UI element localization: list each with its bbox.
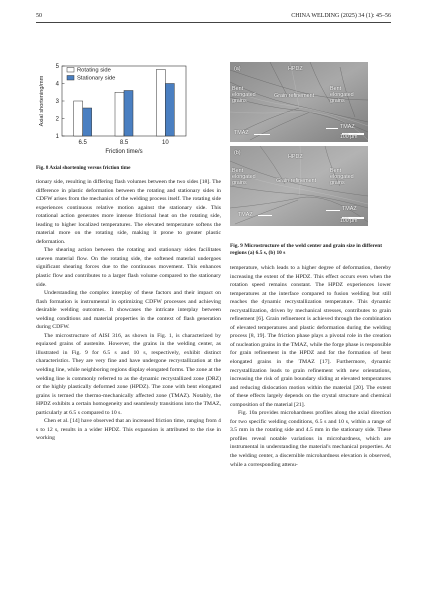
bent-grains-left-a: Bent elongated grains [232,86,256,104]
arrow-left-a [254,134,270,135]
hpdz-label-b: HPDZ [288,154,303,160]
figure-9-caption: Fig. 9 Microstructure of the weld center and grain size in different regions (a) 6.5 s, (b) 10 s [230,243,383,257]
x-tick-label: 8.5 [119,140,129,146]
figure-9 [230,62,368,232]
paragraph: Fig. 10a provides microhardness profiles along the axial direction for two specific welding conditions, 6.5 s and 10 s, within a range of 3.5 mm in the rotating side and 4.5 mm in the stationary side. These profiles reveal notable variations in microhardness, which are instrumental in understanding the material's mechanical properties. At the welding center, a discernible microhardness elevation is observed, while a corresponding attenu- [230,410,391,468]
x-tick-label: 6.5 [78,140,87,146]
arrow-left-b [258,215,272,216]
figure-8-caption: Fig. 8 Axial shortening versus friction time [36,165,131,171]
page-number: 50 [36,13,42,19]
y-tick-label: 2 [55,116,59,123]
paragraph: The shearing action between the rotating and stationary sides facilitates uneven material flow. On the rotating side, the softened material undergoes significant shearing forces due to the continuous movement. This enhances plastic flow and contributes to a larger flash volume compared to the stationary side. [36,247,221,288]
bent-grains-right-a: Bent elongated grains [330,86,354,104]
journal-header: CHINA WELDING (2025) 34 (1): 45–56 [291,13,391,19]
left-text-column [36,178,221,443]
grain-refinement-a: Grain refinement [274,93,315,99]
panel-b-label: (b) [234,150,241,156]
bent-grains-right-b: Bent elongated grains [330,168,354,186]
tmaz-left-a: TMAZ [234,130,249,136]
y-tick-label: 1 [55,134,59,140]
header-rule [36,22,391,23]
grain-refinement-b: Grain refinement [276,178,317,184]
bar-rotating [74,101,83,136]
paragraph: temperature, which leads to a higher degree of deformation, thereby increasing the extent of the HPDZ. This effect occurs even when the rotation speed remains constant. The HPDZ experiences lower temperatures at the interface compared to fusion welding but still reaches the dynamic recrystallization temperature. This dynamic recrystallization, driven by mechanical stresses, contributes to grain refinement [6]. Grain refinement is achieved through the combination of elevated temperatures and plastic deformation during the welding process [8, 19]. The friction phase plays a pivotal role in the creation of nucleation grains in the TMAZ, while the forge phase is responsible for grain refinement in the HPDZ and for the formation of bent elongated grains in the TMAZ [17]. Furthermore, dynamic recrystallization leads to grain refinement with new orientations, increasing the risk of grain boundary sliding at elevated temperatures and reducing dislocation motion within the material [20]. The extent of these effects largely depends on the crystal structure and chemical composition of the material [21]. [230,265,391,408]
paragraph: Chen et al. [14] have observed that an increased friction time, ranging from 4 s to 12 s, results in a wider HPDZ. This expansion is attributed to the rise in working [36,418,221,442]
panel-a-label: (a) [234,66,241,72]
paragraph: tionary side, resulting in differing flash volumes between the two sides [18]. The difference in plastic deformation between the rotating and stationary sides in CDFW arises from the mechanics of the welding process itself. The rotating side experiences continuous relative motion against the stationary side. This rotational action generates more intense frictional heat on the rotating side, leading to higher localized temperatures. The elevated temperature softens the material more on the rotating side, making it prone to greater plastic deformation. [36,179,221,245]
micrograph-panel-a [230,62,368,142]
bar-stationary [124,91,133,137]
paragraph: The microstructure of AISI 316, as shown in Fig. 1, is characterized by equiaxed grains of austenite. However, the grains in the welding center, as illustrated in Fig. 9 for 6.5 s and 10 s, respectively, exhibit distinct characteristics. They are very fine and have undergone recrystallization at the welding line, while neighboring regions display elongated forms. The zone at the welding line is commonly referred to as the dynamic recrystallized zone (DRZ) or the highly plastically deformed zone (HPDZ). The zone with bent elongated grains is termed the thermo-mechanically affected zone (TMAZ). Notably, the HPDZ exhibits a certain homogeneity and seamlessly transitions into the TMAZ, particularly at 6.5 s compared to 10 s. [36,332,221,416]
bar-stationary [165,84,174,137]
y-tick-label: 5 [55,64,59,70]
legend-swatch [67,68,74,73]
scale-label-a: 100 μm [340,134,358,140]
y-axis-label: Axial shortening/mm [39,75,45,127]
x-tick-label: 10 [161,140,169,146]
x-axis-label: Friction time/s [105,149,143,155]
tmaz-right-b: TMAZ [342,206,357,212]
legend-label: Rotating side [77,67,111,74]
bar-rotating [115,92,124,136]
paragraph: Understanding the complex interplay of these factors and their impact on flash formation is instrumental in optimizing CDFW processes and achieving desirable welding outcomes. It showcases the intricate interplay between welding conditions and material properties in the context of flash generation during CDFW. [36,290,221,331]
y-tick-label: 4 [55,81,59,88]
arrow-right-b [326,210,340,211]
bar-rotating [156,70,165,137]
right-text-column [230,264,391,469]
legend-label: Stationary side [77,75,116,82]
bent-grains-left-b: Bent elongated grains [232,168,256,186]
legend-swatch [67,76,74,81]
bar-stationary [83,108,92,136]
chart-svg [36,60,216,158]
arrow-right-a [326,128,338,129]
micrograph-panel-b [230,146,368,226]
tmaz-left-b: TMAZ [238,212,253,218]
hpdz-label-a: HPDZ [288,66,303,72]
scale-label-b: 100 μm [340,218,358,224]
figure-8-chart [36,60,216,158]
tmaz-right-a: TMAZ [340,124,355,130]
y-tick-label: 3 [55,99,59,105]
